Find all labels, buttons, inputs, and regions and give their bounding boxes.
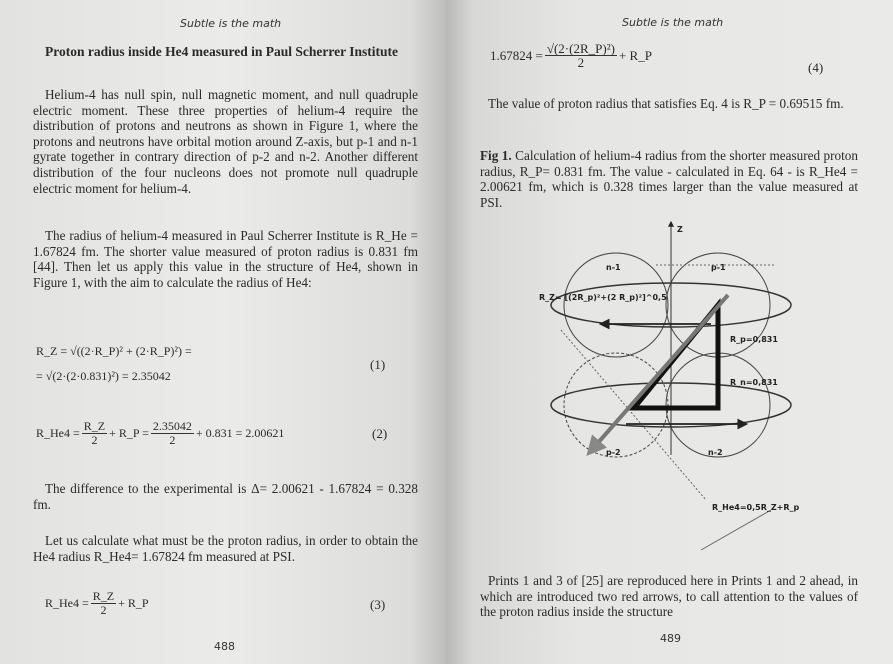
rz-diagonal-arrow xyxy=(589,295,728,453)
helium4-structure-diagram xyxy=(446,210,893,570)
equation-1-line-1: R_Z = √((2·R_P)² + (2·R_P)²) = xyxy=(36,344,192,358)
equation-4-number: (4) xyxy=(808,60,824,75)
eq2-fraction-1 xyxy=(82,420,107,447)
eq2-rhs: + 0.831 = 2.00621 xyxy=(195,426,285,440)
eq4-lhs: 1.67824 = xyxy=(490,47,543,63)
equation-1-number: (1) xyxy=(370,357,386,372)
label-p1: p-1 xyxy=(711,263,726,272)
label-rn: R_n=0,831 xyxy=(730,378,778,387)
eq3-num: R_Z xyxy=(92,589,115,603)
paragraph-1: Helium-4 has null spin, null magnetic moment, and null quadruple electric moment. These three properties of helium-4 require the distribution of protons and neutrons as shown in Figure 1, where the protons and neutrons have orbital motion around Z-axis, but p-1 and n-1 gyrate together in contrary direction of p-2 and n-2. Another different distribution of the four nucleons does not promote null quadruple electric moment for helium-4. xyxy=(33,87,418,196)
eq4-rhs: + R_P xyxy=(618,47,652,63)
nucleon-p2 xyxy=(564,353,668,457)
equation-1-line-2: = √(2·(2·0.831)²) = 2.35042 xyxy=(36,369,171,383)
label-rp: R_p=0,831 xyxy=(730,335,778,344)
label-rhe-formula: R_He4=0,5R_Z+R_p xyxy=(712,503,800,512)
paragraph-1: The value of proton radius that satisfies Eq. 4 is R_P = 0.69515 fm. xyxy=(488,96,844,111)
left-page xyxy=(0,0,446,664)
label-n1: n-1 xyxy=(606,263,621,272)
section-title: Proton radius inside He4 measured in Paul Scherrer Institute xyxy=(45,44,399,59)
eq3-rhs: + R_P xyxy=(118,596,149,610)
eq2-mid: + R_P = xyxy=(109,426,149,440)
label-n2: n-2 xyxy=(708,448,723,457)
paragraph-2: Prints 1 and 3 of [25] are reproduced here in Prints 1 and 2 ahead, in which are introduced two red arrows, to call attention to the values of the proton radius inside the structure xyxy=(480,573,858,620)
running-header: Subtle is the math xyxy=(180,17,282,30)
figure-caption-text: Calculation of helium-4 radius from the shorter measured proton radius, R_P= 0.831 fm. The value - calculated in Eq. 64 - is R_He4 = 2.00621 fm, which is 0.328 times larger than the value measured at PSI. xyxy=(480,148,858,210)
equation-3-number: (3) xyxy=(370,597,386,612)
equation-3 xyxy=(45,590,149,617)
eq4-fraction xyxy=(545,42,617,69)
guide-line-3 xyxy=(701,510,771,550)
eq4-den: 2 xyxy=(577,55,585,70)
equation-2-number: (2) xyxy=(372,426,388,441)
eq3-fraction xyxy=(91,590,116,617)
eq2-frac1-num: R_Z xyxy=(83,419,106,433)
eq3-lhs: R_He4 = xyxy=(45,596,89,610)
paragraph-2: The radius of helium-4 measured in Paul Scherrer Institute is R_He = 1.67824 fm. The shorter value measured of proton radius is 0.831 fm [44]. Then let us apply this value in the structure of He4, shown in Figure 1, with the aim to calculate the radius of He4: xyxy=(33,228,418,290)
z-axis-label: Z xyxy=(677,225,683,234)
guide-line-1 xyxy=(561,330,706,500)
right-page xyxy=(446,0,893,664)
figure-caption-label: Fig 1. xyxy=(480,148,512,163)
label-rz-formula: R_Z= [(2R_p)²+(2 R_p)²]^0,5 xyxy=(539,293,667,302)
eq2-fraction-2 xyxy=(151,420,194,447)
label-p2: p-2 xyxy=(606,448,621,457)
paragraph-4: Let us calculate what must be the proton radius, in order to obtain the He4 radius R_He4= 1.67824 fm measured at PSI. xyxy=(33,533,418,564)
equation-2 xyxy=(36,420,284,447)
eq2-frac2-num: 2.35042 xyxy=(152,419,192,433)
running-header: Subtle is the math xyxy=(622,16,724,29)
paragraph-3: The difference to the experimental is Δ= 2.00621 - 1.67824 = 0.328 fm. xyxy=(33,481,418,512)
page-number: 489 xyxy=(660,632,681,645)
eq2-frac1-den: 2 xyxy=(91,433,98,447)
eq4-num: √(2·(2R_P)²) xyxy=(546,41,615,56)
eq2-frac2-den: 2 xyxy=(169,433,176,447)
figure-caption xyxy=(480,148,858,210)
page-number: 488 xyxy=(214,640,235,653)
eq2-lhs: R_He4 = xyxy=(36,426,80,440)
eq3-den: 2 xyxy=(100,603,107,617)
equation-4 xyxy=(490,42,652,69)
